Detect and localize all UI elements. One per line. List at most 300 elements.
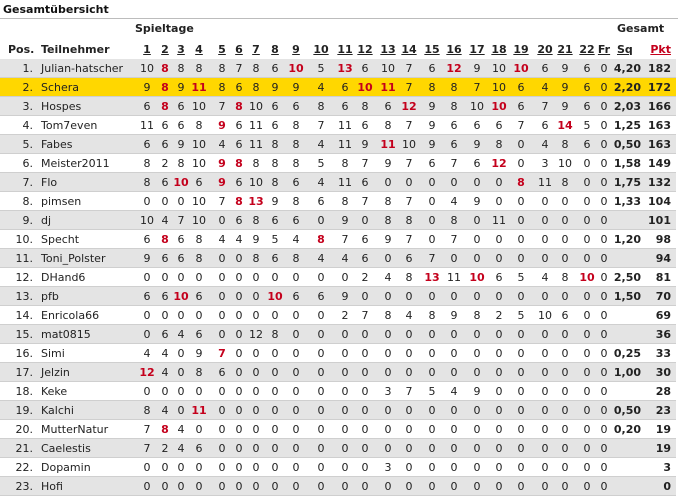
sq-value: 1,75	[613, 176, 641, 189]
participant-name: Tom7even	[41, 119, 98, 132]
score-cell: 6	[292, 214, 300, 227]
sq-value: 1,25	[613, 119, 641, 132]
score-cell: 0	[428, 347, 436, 360]
row-position: 20.	[15, 423, 33, 436]
fr-value: 0	[600, 347, 608, 360]
pkt-value: 33	[655, 347, 671, 360]
score-cell: 0	[405, 328, 413, 341]
score-cell: 0	[495, 423, 503, 436]
score-cell: 0	[495, 461, 503, 474]
score-cell: 9	[473, 62, 481, 75]
score-cell: 0	[561, 214, 569, 227]
score-cell: 0	[405, 176, 413, 189]
score-cell: 10	[192, 100, 206, 113]
score-cell: 0	[561, 290, 569, 303]
sq-value	[611, 458, 641, 477]
score-cell: 0	[218, 423, 226, 436]
row-position: 15.	[15, 328, 33, 341]
pkt-header[interactable]: Pkt	[650, 43, 671, 56]
row-position: 8.	[22, 195, 33, 208]
score-cell: 4	[235, 233, 243, 246]
score-cell: 0	[195, 461, 203, 474]
score-cell: 0	[495, 252, 503, 265]
score-cell: 6	[517, 100, 525, 113]
score-cell: 9	[218, 119, 226, 132]
score-cell: 6	[235, 81, 243, 94]
score-cell: 0	[292, 480, 300, 493]
pkt-value: 70	[655, 290, 671, 303]
score-cell: 6	[161, 138, 169, 151]
participant-name: Kalchi	[41, 404, 74, 417]
score-cell: 9	[271, 195, 279, 208]
score-cell: 0	[218, 480, 226, 493]
score-cell: 0	[341, 385, 349, 398]
score-cell: 8	[428, 81, 436, 94]
score-cell: 0	[235, 385, 243, 398]
day-header-4[interactable]: 4	[195, 43, 203, 56]
score-cell: 10	[267, 290, 283, 303]
score-cell: 6	[271, 62, 279, 75]
score-cell: 0	[473, 290, 481, 303]
score-cell: 0	[517, 138, 525, 151]
score-cell: 8	[292, 157, 300, 170]
score-cell: 7	[405, 195, 413, 208]
score-cell: 0	[583, 328, 591, 341]
score-cell: 0	[495, 385, 503, 398]
score-cell: 0	[583, 347, 591, 360]
row-position: 13.	[15, 290, 33, 303]
pkt-value: 104	[648, 195, 671, 208]
sq-value: 2,03	[613, 100, 641, 113]
score-cell: 8	[292, 119, 300, 132]
score-cell: 4	[541, 271, 549, 284]
score-cell: 0	[384, 423, 392, 436]
score-cell: 0	[405, 423, 413, 436]
row-position: 17.	[15, 366, 33, 379]
pkt-value: 163	[648, 138, 671, 151]
score-cell: 0	[361, 366, 369, 379]
pkt-value: 166	[648, 100, 671, 113]
day-header-13[interactable]: 13	[380, 43, 396, 56]
score-cell: 0	[428, 366, 436, 379]
score-cell: 6	[143, 290, 151, 303]
sq-header[interactable]: Sq	[617, 43, 633, 56]
score-cell: 0	[292, 461, 300, 474]
score-cell: 8	[252, 81, 260, 94]
score-cell: 0	[252, 442, 260, 455]
score-cell: 9	[450, 309, 458, 322]
score-cell: 0	[235, 271, 243, 284]
score-cell: 0	[473, 347, 481, 360]
score-cell: 4	[161, 214, 169, 227]
score-cell: 0	[517, 423, 525, 436]
score-cell: 0	[218, 252, 226, 265]
score-cell: 11	[338, 176, 352, 189]
score-cell: 7	[361, 195, 369, 208]
score-cell: 0	[473, 480, 481, 493]
day-header-6[interactable]: 6	[235, 43, 243, 56]
score-cell: 6	[218, 366, 226, 379]
score-cell: 0	[235, 347, 243, 360]
score-cell: 10	[402, 138, 416, 151]
pos-header: Pos.	[8, 43, 35, 56]
score-cell: 0	[405, 290, 413, 303]
score-cell: 7	[218, 100, 226, 113]
pkt-value: 94	[655, 252, 671, 265]
pkt-value: 23	[655, 404, 671, 417]
score-cell: 0	[341, 461, 349, 474]
score-cell: 0	[583, 423, 591, 436]
score-cell: 8	[384, 119, 392, 132]
score-cell: 0	[495, 366, 503, 379]
score-cell: 0	[317, 309, 325, 322]
score-cell: 4	[161, 366, 169, 379]
score-cell: 9	[177, 138, 185, 151]
row-position: 1.	[22, 62, 33, 75]
score-cell: 4	[541, 138, 549, 151]
score-cell: 0	[541, 195, 549, 208]
score-cell: 0	[317, 480, 325, 493]
score-cell: 0	[361, 442, 369, 455]
sq-value: 0,25	[613, 347, 641, 360]
score-cell: 0	[583, 233, 591, 246]
score-cell: 7	[405, 233, 413, 246]
score-cell: 7	[405, 385, 413, 398]
fr-value: 0	[600, 442, 608, 455]
score-cell: 0	[561, 423, 569, 436]
pkt-value: 36	[655, 328, 671, 341]
score-cell: 0	[317, 385, 325, 398]
fr-value: 0	[600, 252, 608, 265]
score-cell: 0	[450, 442, 458, 455]
day-header-11[interactable]: 11	[337, 43, 353, 56]
participant-name: Hofi	[41, 480, 63, 493]
sq-value	[611, 477, 641, 496]
score-cell: 8	[195, 366, 203, 379]
score-cell: 6	[583, 62, 591, 75]
score-cell: 10	[173, 176, 189, 189]
score-cell: 0	[317, 271, 325, 284]
score-cell: 0	[384, 176, 392, 189]
score-cell: 0	[473, 328, 481, 341]
score-cell: 0	[517, 366, 525, 379]
score-cell: 0	[541, 404, 549, 417]
fr-value: 0	[600, 233, 608, 246]
score-cell: 0	[450, 347, 458, 360]
sq-value	[611, 249, 641, 268]
fr-value: 0	[600, 138, 608, 151]
score-cell: 7	[428, 252, 436, 265]
score-cell: 0	[428, 461, 436, 474]
score-cell: 2	[495, 309, 503, 322]
score-cell: 4	[177, 442, 185, 455]
day-header-14[interactable]: 14	[401, 43, 417, 56]
score-cell: 0	[271, 366, 279, 379]
score-cell: 8	[292, 138, 300, 151]
day-header-22[interactable]: 22	[579, 43, 595, 56]
score-cell: 0	[218, 290, 226, 303]
score-cell: 6	[517, 81, 525, 94]
score-cell: 4	[384, 271, 392, 284]
day-header-9[interactable]: 9	[292, 43, 300, 56]
score-cell: 9	[361, 138, 369, 151]
score-cell: 13	[337, 62, 353, 75]
score-cell: 6	[177, 252, 185, 265]
score-cell: 6	[292, 100, 300, 113]
row-position: 11.	[15, 252, 33, 265]
score-cell: 0	[341, 423, 349, 436]
score-cell: 0	[428, 290, 436, 303]
score-cell: 6	[271, 119, 279, 132]
score-cell: 0	[252, 271, 260, 284]
day-header-12[interactable]: 12	[357, 43, 373, 56]
score-cell: 8	[450, 100, 458, 113]
score-cell: 0	[271, 480, 279, 493]
score-cell: 0	[473, 233, 481, 246]
score-cell: 8	[195, 233, 203, 246]
score-cell: 6	[235, 119, 243, 132]
participant-name: Schera	[41, 81, 80, 94]
pkt-value: 132	[648, 176, 671, 189]
day-header-15[interactable]: 15	[424, 43, 440, 56]
row-position: 10.	[15, 233, 33, 246]
pkt-value: 28	[655, 385, 671, 398]
score-cell: 0	[428, 442, 436, 455]
score-cell: 10	[140, 62, 154, 75]
score-cell: 10	[381, 62, 395, 75]
score-cell: 6	[161, 119, 169, 132]
sq-value	[611, 439, 641, 458]
score-cell: 0	[161, 480, 169, 493]
fr-header[interactable]: Fr	[597, 43, 611, 56]
score-cell: 0	[517, 290, 525, 303]
score-cell: 0	[195, 271, 203, 284]
score-cell: 0	[292, 404, 300, 417]
score-cell: 8	[271, 157, 279, 170]
score-cell: 0	[517, 252, 525, 265]
pkt-value: 182	[648, 62, 671, 75]
score-cell: 2	[161, 442, 169, 455]
score-cell: 0	[341, 328, 349, 341]
fr-value: 0	[600, 157, 608, 170]
day-header-21[interactable]: 21	[557, 43, 573, 56]
day-header-5[interactable]: 5	[218, 43, 226, 56]
score-cell: 6	[583, 100, 591, 113]
score-cell: 6	[361, 233, 369, 246]
fr-value: 0	[600, 290, 608, 303]
score-cell: 0	[143, 195, 151, 208]
score-cell: 6	[495, 271, 503, 284]
score-cell: 0	[218, 271, 226, 284]
score-cell: 5	[271, 233, 279, 246]
score-cell: 0	[541, 423, 549, 436]
fr-value: 0	[600, 214, 608, 227]
fr-value: 0	[600, 404, 608, 417]
participant-name: Julian-hatscher	[41, 62, 124, 75]
score-cell: 0	[317, 366, 325, 379]
day-header-3[interactable]: 3	[177, 43, 185, 56]
score-cell: 6	[450, 119, 458, 132]
score-cell: 0	[218, 214, 226, 227]
score-cell: 4	[541, 81, 549, 94]
score-cell: 6	[384, 100, 392, 113]
score-cell: 0	[541, 233, 549, 246]
score-cell: 7	[517, 119, 525, 132]
score-cell: 0	[252, 404, 260, 417]
sq-value: 4,20	[613, 62, 641, 75]
score-cell: 6	[473, 157, 481, 170]
score-cell: 0	[517, 195, 525, 208]
score-cell: 8	[292, 195, 300, 208]
score-cell: 0	[235, 309, 243, 322]
fr-value: 0	[600, 62, 608, 75]
score-cell: 0	[271, 404, 279, 417]
score-cell: 6	[161, 328, 169, 341]
score-cell: 0	[361, 423, 369, 436]
sq-value: 2,50	[613, 271, 641, 284]
score-cell: 8	[235, 157, 243, 170]
day-header-2[interactable]: 2	[161, 43, 169, 56]
score-cell: 9	[218, 176, 226, 189]
score-cell: 0	[450, 404, 458, 417]
score-cell: 4	[218, 233, 226, 246]
score-cell: 7	[361, 309, 369, 322]
score-cell: 0	[517, 157, 525, 170]
score-cell: 7	[143, 442, 151, 455]
score-cell: 8	[341, 157, 349, 170]
score-cell: 0	[361, 404, 369, 417]
score-cell: 0	[252, 461, 260, 474]
score-cell: 11	[191, 81, 207, 94]
score-cell: 8	[177, 62, 185, 75]
day-header-17[interactable]: 17	[469, 43, 485, 56]
score-cell: 0	[317, 328, 325, 341]
score-cell: 0	[495, 290, 503, 303]
day-header-8[interactable]: 8	[271, 43, 279, 56]
score-cell: 0	[161, 461, 169, 474]
score-cell: 4	[317, 81, 325, 94]
score-cell: 9	[428, 119, 436, 132]
score-cell: 13	[248, 195, 264, 208]
score-cell: 0	[450, 252, 458, 265]
score-cell: 0	[252, 423, 260, 436]
score-cell: 6	[428, 62, 436, 75]
score-cell: 10	[249, 100, 263, 113]
score-cell: 0	[583, 442, 591, 455]
pkt-value: 149	[648, 157, 671, 170]
score-cell: 0	[292, 423, 300, 436]
participant-name: Fabes	[41, 138, 73, 151]
day-header-10[interactable]: 10	[313, 43, 329, 56]
score-cell: 0	[341, 442, 349, 455]
score-cell: 2	[341, 309, 349, 322]
score-cell: 11	[338, 138, 352, 151]
score-cell: 0	[177, 480, 185, 493]
score-cell: 0	[517, 385, 525, 398]
score-cell: 8	[143, 404, 151, 417]
spieltage-header: Spieltage	[135, 22, 194, 35]
score-cell: 10	[357, 81, 373, 94]
day-header-18[interactable]: 18	[491, 43, 507, 56]
score-cell: 6	[583, 81, 591, 94]
score-cell: 0	[361, 290, 369, 303]
score-cell: 6	[561, 309, 569, 322]
day-header-20[interactable]: 20	[537, 43, 553, 56]
score-cell: 9	[561, 81, 569, 94]
score-cell: 0	[583, 309, 591, 322]
score-cell: 5	[428, 385, 436, 398]
score-cell: 0	[218, 442, 226, 455]
score-cell: 0	[517, 233, 525, 246]
score-cell: 0	[428, 423, 436, 436]
score-cell: 10	[140, 214, 154, 227]
score-cell: 0	[143, 385, 151, 398]
score-cell: 9	[292, 81, 300, 94]
score-cell: 0	[473, 214, 481, 227]
score-cell: 6	[341, 100, 349, 113]
score-cell: 9	[271, 81, 279, 94]
score-cell: 3	[384, 461, 392, 474]
score-cell: 0	[361, 461, 369, 474]
score-cell: 8	[252, 62, 260, 75]
score-cell: 6	[177, 233, 185, 246]
score-cell: 7	[235, 62, 243, 75]
score-cell: 10	[558, 157, 572, 170]
score-cell: 0	[428, 195, 436, 208]
row-position: 14.	[15, 309, 33, 322]
score-cell: 8	[235, 195, 243, 208]
fr-value: 0	[600, 423, 608, 436]
score-cell: 0	[428, 233, 436, 246]
score-cell: 0	[235, 461, 243, 474]
score-cell: 8	[384, 309, 392, 322]
score-cell: 8	[195, 252, 203, 265]
day-header-16[interactable]: 16	[446, 43, 462, 56]
score-cell: 0	[561, 480, 569, 493]
fr-value: 0	[600, 176, 608, 189]
score-cell: 0	[541, 461, 549, 474]
score-cell: 10	[173, 290, 189, 303]
score-cell: 4	[161, 404, 169, 417]
score-cell: 0	[177, 195, 185, 208]
participant-name: MutterNatur	[41, 423, 109, 436]
score-cell: 9	[428, 100, 436, 113]
participant-name: Meister2011	[41, 157, 110, 170]
participant-name: Simi	[41, 347, 65, 360]
score-cell: 0	[317, 404, 325, 417]
score-cell: 0	[561, 404, 569, 417]
day-header-7[interactable]: 7	[252, 43, 260, 56]
score-cell: 7	[218, 347, 226, 360]
pkt-value: 81	[655, 271, 671, 284]
day-header-1[interactable]: 1	[143, 43, 151, 56]
score-cell: 0	[428, 480, 436, 493]
score-cell: 0	[405, 480, 413, 493]
score-cell: 0	[292, 309, 300, 322]
score-cell: 0	[405, 442, 413, 455]
score-cell: 8	[384, 195, 392, 208]
sq-value: 1,58	[613, 157, 641, 170]
score-cell: 8	[428, 309, 436, 322]
score-cell: 8	[361, 100, 369, 113]
row-position: 3.	[22, 100, 33, 113]
day-header-19[interactable]: 19	[513, 43, 529, 56]
score-cell: 9	[561, 100, 569, 113]
score-cell: 9	[252, 233, 260, 246]
score-cell: 0	[428, 176, 436, 189]
score-cell: 4	[317, 252, 325, 265]
teilnehmer-header: Teilnehmer	[41, 43, 110, 56]
